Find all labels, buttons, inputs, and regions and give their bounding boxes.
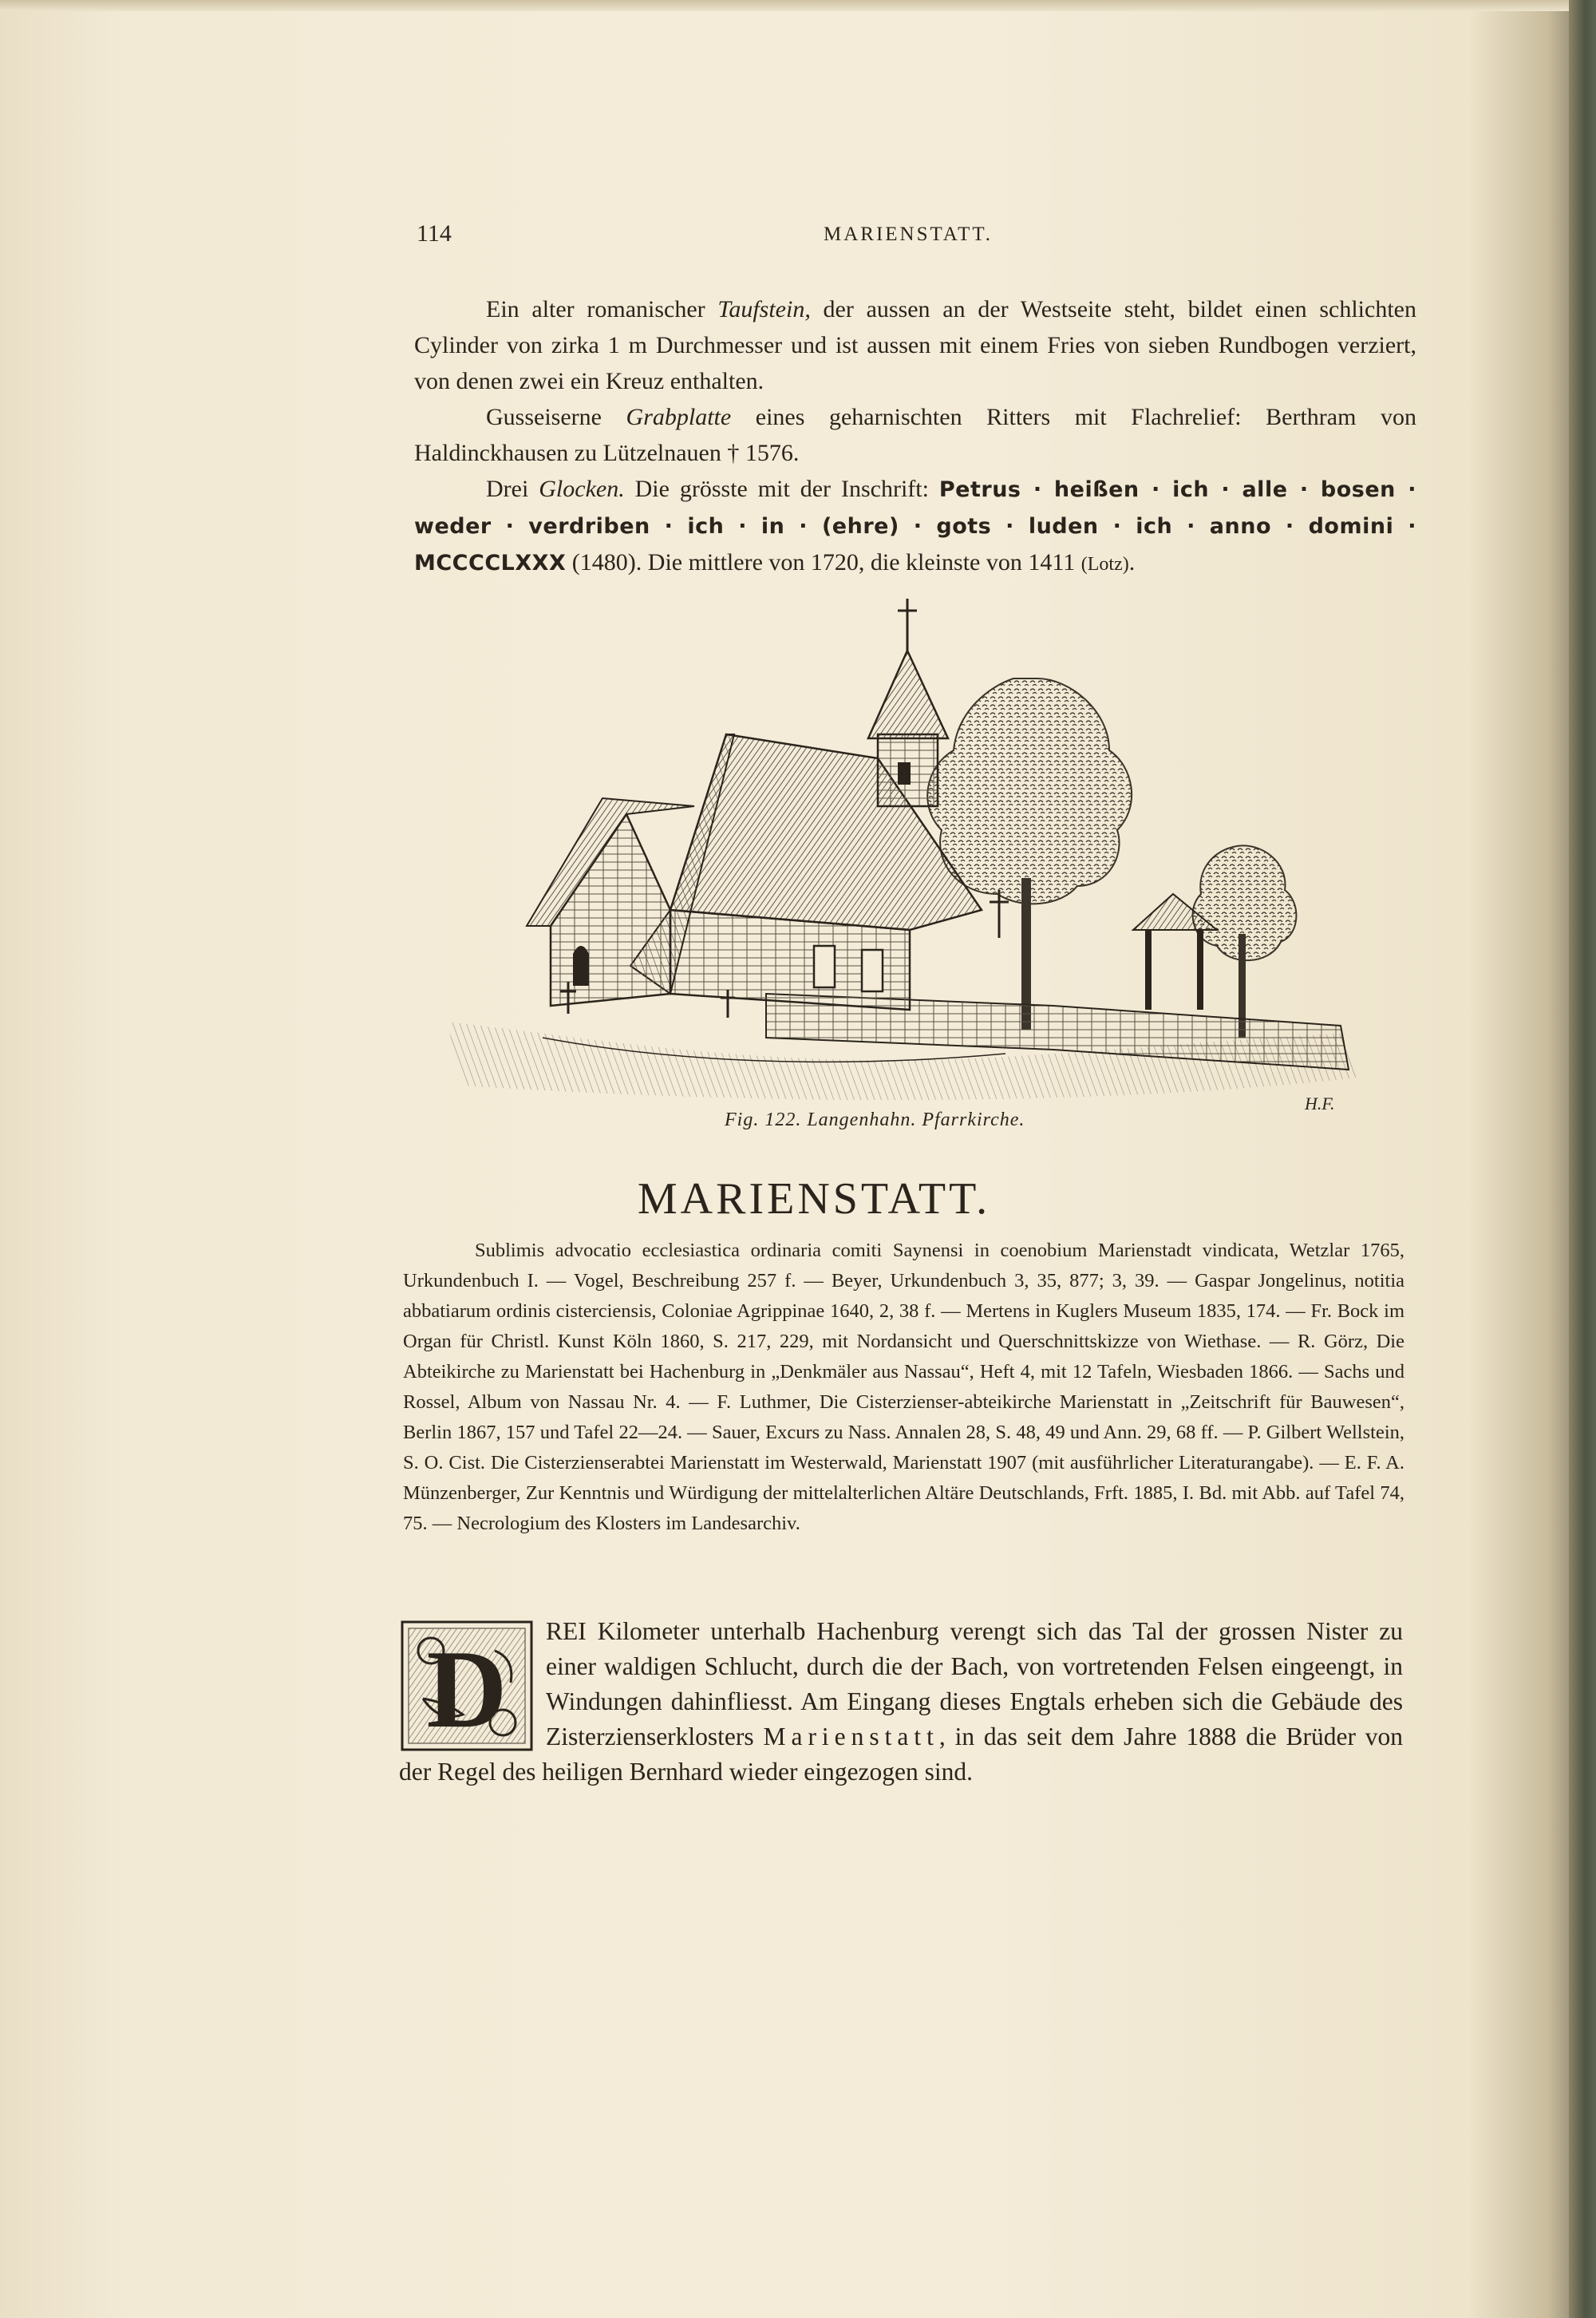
section-title-wrapper xyxy=(0,1173,1596,1224)
paragraph-grabplatte: Gusseiserne Grabplatte eines geharnischten Ritters mit Flachrelief: Berthram von Haldinckhausen zu Lützelnauen † 1576. xyxy=(414,404,1416,466)
page-top-edge xyxy=(0,0,1596,11)
book-spine-edge xyxy=(1569,0,1596,2318)
intro-text xyxy=(414,291,1416,583)
figure-church-engraving xyxy=(431,591,1428,1117)
page-header xyxy=(417,220,1427,252)
term-taufstein: Taufstein, xyxy=(717,296,811,322)
bell-inscription: Petrus · heißen · ich · alle · bosen · weder · verdriben · ich · in · (ehre) · gots · luden · ich · anno · domini · MCCCCLXXX xyxy=(414,477,1416,576)
body-text xyxy=(399,1614,1403,1790)
ornamental-d-icon xyxy=(399,1619,535,1753)
term-glocken: Glocken. xyxy=(539,476,625,502)
artist-signature: H.F. xyxy=(1305,1094,1335,1114)
bibliography-text: Sublimis advocatio ecclesiastica ordinaria comiti Saynensi in coenobium Marienstadt vindicata, Wetzlar 1765, Urkundenbuch I. — Vogel, Beschreibung 257 f. — Beyer, Urkundenbuch 3, 35, 877; 3, 39. — Gaspar Jongelinus, notitia abbatiarum ordinis cisterciensis, Coloniae Agrippinae 1640, 2, 38 f. — Mertens in Kuglers Museum 1835, 174. — Fr. Bock im Organ für Christl. Kunst Köln 1860, S. 217, 229, mit Nordansicht und Querschnittskizze von Wiethase. — R. Görz, Die Abteikirche zu Marienstatt bei Hachenburg in „Denkmäler aus Nassau“, Heft 4, mit 12 Tafeln, Wiesbaden 1866. — Sachs und Rossel, Album von Nassau Nr. 4. — F. Luthmer, Die Cisterzienser-abteikirche Marienstatt in „Zeitschrift für Bauwesen“, Berlin 1867, 157 und Tafel 22—24. — Sauer, Excurs zu Nass. Annalen 28, S. 48, 49 und Ann. 29, 68 ff. — P. Gilbert Wellstein, S. O. Cist. Die Cisterzienserabtei Marienstatt im Westerwald, Marienstatt 1907 (mit ausführlicher Literaturangabe). — E. F. A. Münzenberger, Zur Kenntnis und Würdigung der mittelalterlichen Altäre Deutschlands, Frft. 1885, I. Bd. mit Abb. auf Tafel 74, 75. — Necrologium des Klosters im Landesarchiv. xyxy=(403,1240,1404,1534)
running-head: MARIENSTATT. xyxy=(824,223,994,245)
source-lotz: (Lotz) xyxy=(1080,554,1129,575)
paragraph-glocken: Drei Glocken. Die grösste mit der Inschrift: Petrus · heißen · ich · alle · bosen · weder · verdriben · ich · in · (ehre) · gots · luden · ich · anno · domini · MCCCCLXXX (1480). Die mittlere von 1720, die kleinste von 1411 (Lotz). xyxy=(414,476,1416,576)
svg-text:D: D xyxy=(426,1628,508,1751)
figure-caption: Fig. 122. Langenhahn. Pfarrkirche. xyxy=(725,1110,1025,1130)
bibliography xyxy=(403,1236,1404,1539)
section-title: MARIENSTATT. xyxy=(637,1174,991,1224)
paragraph-taufstein: Ein alter romanischer Taufstein, der aussen an der Westseite steht, bildet einen schlichten Cylinder von zirka 1 m Durchmesser und ist aussen mit einem Fries von sieben Rundbogen verziert, von denen zwei ein Kreuz enthalten. xyxy=(414,296,1416,394)
term-grabplatte: Grabplatte xyxy=(626,404,732,430)
church-engraving-icon xyxy=(431,591,1428,1117)
body-paragraph: REI Kilometer unterhalb Hachenburg verengt sich das Tal der grossen Nister zu einer waldigen Schlucht, durch die der Bach, von vortretenden Felsen eingeengt, in Windungen dahinfliesst. Am Eingang dieses Engtals erheben sich die Gebäude des Zisterzienserklosters Marienstatt, in das seit dem Jahre 1888 die Brüder von der Regel des heiligen Bernhard wieder eingezogen sind. xyxy=(399,1617,1403,1786)
spaced-name-marienstatt: Marienstatt xyxy=(763,1723,939,1750)
drop-cap-initial xyxy=(399,1619,535,1753)
page-number: 114 xyxy=(417,220,452,247)
